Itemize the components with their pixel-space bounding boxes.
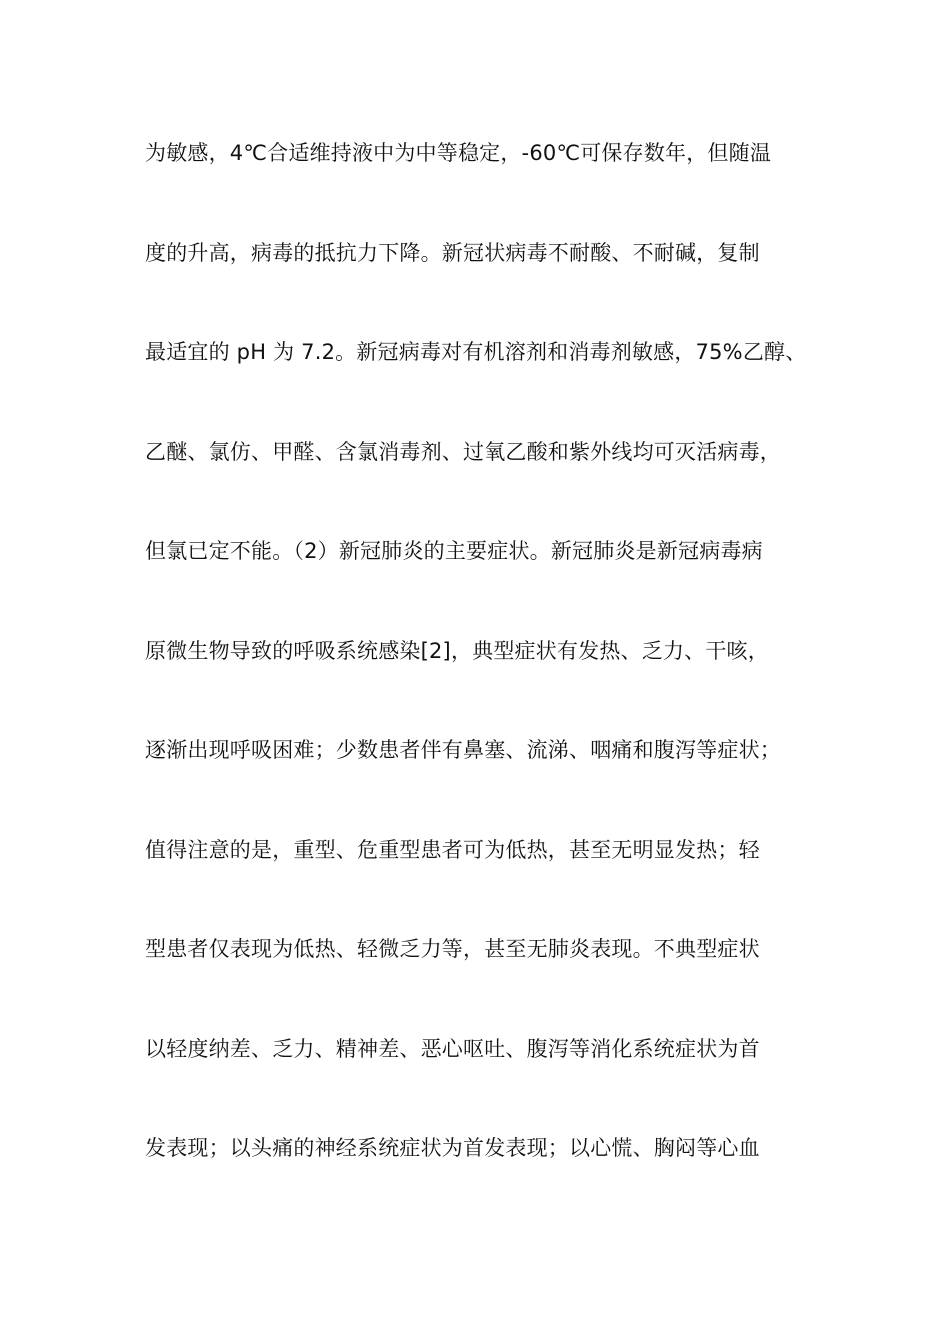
text-line: 度的升高，病毒的抵抗力下降。新冠状病毒不耐酸、不耐碱，复制 — [145, 240, 760, 265]
text-line: 最适宜的 pH 为 7.2。新冠病毒对有机溶剂和消毒剂敏感，75%乙醇、 — [145, 340, 807, 364]
body-text — [145, 131, 835, 1226]
text-line: 值得注意的是，重型、危重型患者可为低热，甚至无明显发热；轻 — [145, 837, 760, 862]
text-line: 发表现；以头痛的神经系统症状为首发表现；以心慌、胸闷等心血 — [145, 1136, 760, 1160]
text-line: 为敏感，4℃合适维持液中为中等稳定，-60℃可保存数年，但随温 — [145, 141, 772, 165]
text-line: 乙醚、氯仿、甲醛、含氯消毒剂、过氧乙酸和紫外线均可灭活病毒， — [145, 439, 781, 464]
text-line: 原微生物导致的呼吸系统感染[2]，典型症状有发热、乏力、干咳， — [145, 638, 769, 663]
text-line: 但氯已定不能。（2）新冠肺炎的主要症状。新冠肺炎是新冠病毒病 — [145, 539, 763, 563]
text-line: 型患者仅表现为低热、轻微乏力等，甚至无肺炎表现。不典型症状 — [145, 937, 760, 961]
text-line: 以轻度纳差、乏力、精神差、恶心呕吐、腹泻等消化系统症状为首 — [145, 1036, 760, 1061]
text-line: 逐渐出现呼吸困难；少数患者伴有鼻塞、流涕、咽痛和腹泻等症状； — [145, 738, 781, 762]
